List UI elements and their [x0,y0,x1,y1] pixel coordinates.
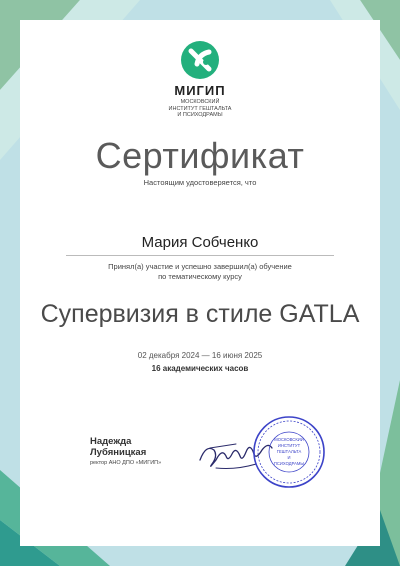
description-line: по тематическому курсу [158,272,242,281]
course-hours: 16 академических часов [151,364,249,373]
certify-text: Настоящим удостоверяется, что [143,178,257,187]
stamp-line: МОСКОВСКИЙ [274,437,304,442]
brand-subtitle-line: И ПСИХОДРАМЫ [177,112,223,118]
description-line: Принял(а) участие и успешно завершил(а) обучение [108,262,292,271]
course-title: Супервизия в стиле GATLA [40,300,360,328]
signatory-name-line: Лубяницкая [90,447,147,458]
name-underline [66,255,334,256]
signatory-role: ректор АНО ДПО «МИГИП» [90,460,162,466]
stamp-line: ПСИХОДРАМЫ [273,461,305,466]
stamp-line: ГЕШТАЛЬТА [276,449,302,454]
brand-subtitle [0,99,400,119]
institution-stamp-icon [252,415,326,489]
certificate-title: Сертификат [95,135,305,176]
completion-description [0,262,400,282]
signatory-name-line: Надежда [90,436,132,447]
brand-subtitle-line: МОСКОВСКИЙ [180,99,220,105]
brand-subtitle-line: ИНСТИТУТ ГЕШТАЛЬТА [168,105,232,112]
migip-logo-icon [180,40,220,80]
signatory-name [90,436,146,458]
course-dates: 02 декабря 2024 — 16 июня 2025 [137,351,263,360]
recipient-name: Мария Собченко [141,234,259,251]
brand-name: МИГИП [174,83,226,98]
stamp-line: И [287,455,291,460]
stamp-line: ИНСТИТУТ [277,443,301,448]
